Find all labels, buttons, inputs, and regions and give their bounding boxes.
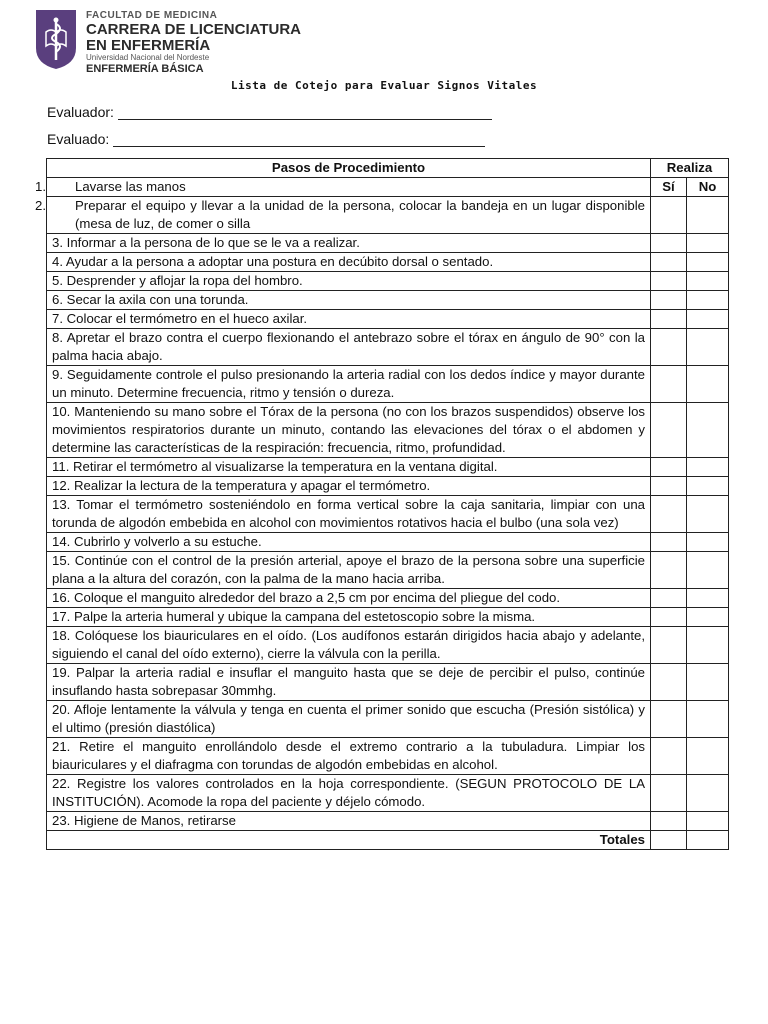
document-title: Lista de Cotejo para Evaluar Signos Vitales xyxy=(230,79,538,92)
si-check-cell[interactable] xyxy=(651,664,687,701)
si-check-cell[interactable] xyxy=(651,197,687,234)
table-row xyxy=(47,403,729,458)
no-check-cell[interactable] xyxy=(687,812,729,831)
table-row xyxy=(47,329,729,366)
table-row xyxy=(47,178,729,197)
procedure-step: 19. Palpar la arteria radial e insuflar el manguito hasta que se deje de percibir el pulso, continúe insuflando hasta sobrepasar 30mmhg. xyxy=(47,664,651,701)
procedure-step: 18. Colóquese los biauriculares en el oído. (Los audífonos estarán dirigidos hacia abajo y adelante, siguiendo el canal del oído externo), cierre la válvula con la perilla. xyxy=(47,627,651,664)
si-check-cell[interactable] xyxy=(651,627,687,664)
procedure-step: 13. Tomar el termómetro sosteniéndolo en forma vertical sobre la caja sanitaria, limpiar con una torunda de algodón embebida en alcohol con movimientos rotativos hacia el bulbo (una sola vez) xyxy=(47,496,651,533)
procedure-step: 6. Secar la axila con una torunda. xyxy=(47,291,651,310)
career-name-line2: EN ENFERMERÍA xyxy=(86,37,211,54)
no-check-cell[interactable] xyxy=(687,589,729,608)
faculty-header xyxy=(34,8,301,78)
si-check-cell[interactable] xyxy=(651,533,687,552)
table-row xyxy=(47,458,729,477)
no-check-cell[interactable] xyxy=(687,738,729,775)
evaluated-blank-line[interactable] xyxy=(113,132,485,147)
si-check-cell[interactable] xyxy=(651,812,687,831)
table-row xyxy=(47,701,729,738)
si-check-cell[interactable] xyxy=(651,458,687,477)
no-check-cell[interactable] xyxy=(687,403,729,458)
table-row xyxy=(47,627,729,664)
procedure-step: 11. Retirar el termómetro al visualizarse la temperatura en la ventana digital. xyxy=(47,458,651,477)
table-row xyxy=(47,533,729,552)
no-check-cell[interactable] xyxy=(687,234,729,253)
evaluated-label: Evaluado: xyxy=(47,131,110,147)
procedure-step: 14. Cubrirlo y volverlo a su estuche. xyxy=(47,533,651,552)
table-row xyxy=(47,552,729,589)
steps-column-header: Pasos de Procedimiento xyxy=(47,159,651,178)
no-check-cell[interactable] xyxy=(687,775,729,812)
procedure-step: 3. Informar a la persona de lo que se le va a realizar. xyxy=(47,234,651,253)
si-check-cell[interactable] xyxy=(651,291,687,310)
table-row xyxy=(47,291,729,310)
no-check-cell[interactable] xyxy=(687,664,729,701)
si-check-cell[interactable] xyxy=(651,701,687,738)
si-check-cell[interactable] xyxy=(651,403,687,458)
no-check-cell[interactable] xyxy=(687,552,729,589)
procedure-step: 8. Apretar el brazo contra el cuerpo flexionando el antebrazo sobre el tórax en ángulo de 90° con la palma hacia abajo. xyxy=(47,329,651,366)
procedure-step: 2. Preparar el equipo y llevar a la unidad de la persona, colocar la bandeja en un lugar disponible (mesa de luz, de comer o silla xyxy=(47,197,651,234)
no-column-header: No xyxy=(687,178,729,197)
table-row xyxy=(47,608,729,627)
procedure-step: 16. Coloque el manguito alrededor del brazo a 2,5 cm por encima del pliegue del codo. xyxy=(47,589,651,608)
table-row xyxy=(47,496,729,533)
no-check-cell[interactable] xyxy=(687,608,729,627)
si-check-cell[interactable] xyxy=(651,552,687,589)
table-row xyxy=(47,234,729,253)
no-check-cell[interactable] xyxy=(687,253,729,272)
procedure-step: 9. Seguidamente controle el pulso presionando la arteria radial con los dedos índice y mayor durante un minuto. Determine frecuencia, ritmo y tensión o dureza. xyxy=(47,366,651,403)
procedure-step: 23. Higiene de Manos, retirarse xyxy=(47,812,651,831)
si-check-cell[interactable] xyxy=(651,477,687,496)
no-check-cell[interactable] xyxy=(687,310,729,329)
no-check-cell[interactable] xyxy=(687,533,729,552)
faculty-name: FACULTAD DE MEDICINA xyxy=(86,10,218,21)
si-check-cell[interactable] xyxy=(651,496,687,533)
table-row xyxy=(47,253,729,272)
evaluator-label: Evaluador: xyxy=(47,104,114,120)
procedure-step: 20. Afloje lentamente la válvula y tenga en cuenta el primer sonido que escucha (Presión sistólica) y el ultimo (presión diastólica) xyxy=(47,701,651,738)
subject-name: ENFERMERÍA BÁSICA xyxy=(86,63,204,75)
table-row xyxy=(47,310,729,329)
no-check-cell[interactable] xyxy=(687,291,729,310)
no-check-cell[interactable] xyxy=(687,197,729,234)
si-total-cell[interactable] xyxy=(651,831,687,850)
procedure-step: 12. Realizar la lectura de la temperatura y apagar el termómetro. xyxy=(47,477,651,496)
no-total-cell[interactable] xyxy=(687,831,729,850)
no-check-cell[interactable] xyxy=(687,366,729,403)
table-row xyxy=(47,775,729,812)
evaluator-field xyxy=(47,104,492,120)
procedure-step: 4. Ayudar a la persona a adoptar una postura en decúbito dorsal o sentado. xyxy=(47,253,651,272)
si-check-cell[interactable] xyxy=(651,366,687,403)
table-row xyxy=(47,366,729,403)
realiza-column-header: Realiza xyxy=(651,159,729,178)
no-check-cell[interactable] xyxy=(687,627,729,664)
si-check-cell[interactable] xyxy=(651,272,687,291)
si-column-header: Sí xyxy=(651,178,687,197)
si-check-cell[interactable] xyxy=(651,310,687,329)
totals-label: Totales xyxy=(47,831,651,850)
procedure-step: 15. Continúe con el control de la presión arterial, apoye el brazo de la persona sobre una superficie plana a la altura del corazón, con la palma de la mano hacia arriba. xyxy=(47,552,651,589)
table-row xyxy=(47,812,729,831)
si-check-cell[interactable] xyxy=(651,253,687,272)
procedure-step: 22. Registre los valores controlados en la hoja correspondiente. (SEGUN PROTOCOLO DE LA INSTITUCIÓN). Acomode la ropa del paciente y déjelo cómodo. xyxy=(47,775,651,812)
table-row xyxy=(47,477,729,496)
career-name-line1: CARRERA DE LICENCIATURA xyxy=(86,21,301,38)
no-check-cell[interactable] xyxy=(687,272,729,291)
table-row xyxy=(47,738,729,775)
procedure-step: 1. Lavarse las manos xyxy=(47,178,651,197)
procedure-step: 5. Desprender y aflojar la ropa del hombro. xyxy=(47,272,651,291)
no-check-cell[interactable] xyxy=(687,329,729,366)
table-row xyxy=(47,197,729,234)
no-check-cell[interactable] xyxy=(687,458,729,477)
university-name: Universidad Nacional del Nordeste xyxy=(86,53,210,62)
table-row xyxy=(47,589,729,608)
totals-row xyxy=(47,831,729,850)
table-header-row xyxy=(47,159,729,178)
procedure-step: 10. Manteniendo su mano sobre el Tórax de la persona (no con los brazos suspendidos) observe los movimientos respiratorios durante un minuto, contando las elevaciones del tórax o el abdomen y determine las características de la respiración: frecuencia, ritmo, profundidad. xyxy=(47,403,651,458)
procedure-step: 17. Palpe la arteria humeral y ubique la campana del estetoscopio sobre la misma. xyxy=(47,608,651,627)
procedure-step: 7. Colocar el termómetro en el hueco axilar. xyxy=(47,310,651,329)
table-row xyxy=(47,664,729,701)
no-check-cell[interactable] xyxy=(687,701,729,738)
si-check-cell[interactable] xyxy=(651,589,687,608)
faculty-logo-icon xyxy=(34,8,78,70)
si-check-cell[interactable] xyxy=(651,608,687,627)
no-check-cell[interactable] xyxy=(687,496,729,533)
si-check-cell[interactable] xyxy=(651,775,687,812)
si-check-cell[interactable] xyxy=(651,234,687,253)
si-check-cell[interactable] xyxy=(651,329,687,366)
checklist-table xyxy=(35,158,729,850)
procedure-step: 21. Retire el manguito enrollándolo desde el extremo contrario a la tubuladura. Limpiar los biauriculares y el diafragma con torundas de algodón embebidas en alcohol. xyxy=(47,738,651,775)
evaluated-field xyxy=(47,131,485,147)
evaluator-blank-line[interactable] xyxy=(118,105,492,120)
table-row xyxy=(47,272,729,291)
si-check-cell[interactable] xyxy=(651,738,687,775)
no-check-cell[interactable] xyxy=(687,477,729,496)
